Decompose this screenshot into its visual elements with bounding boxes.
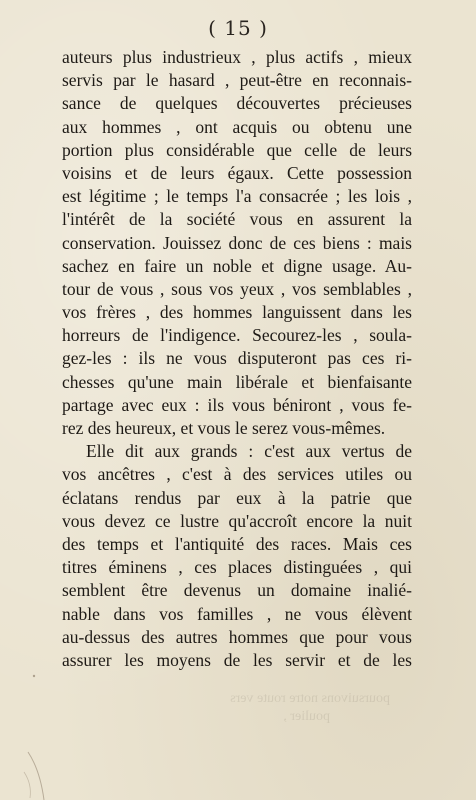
text-line: tour de vous , sous vos yeux , vos semblables , [62, 278, 412, 299]
text-line: gez-les : ils ne vous disputeront pas ces ri- [62, 348, 412, 369]
text-line: sachez en faire un noble et digne usage. Au- [62, 255, 412, 276]
paragraph-end-line: rez des heureux, et vous le serez vous-mêmes. [62, 418, 386, 438]
show-through-line: poulier , [283, 709, 330, 724]
text-line: auteurs plus industrieux , plus actifs , mieux [62, 47, 412, 67]
text-line: vos frères , des hommes languissent dans les [62, 302, 412, 323]
text-line: vos ancêtres , c'est à des services utiles ou [62, 464, 412, 485]
text-line: au-dessus des autres hommes que pour vous [62, 626, 412, 647]
text-line: nable dans vos familles , ne vous élèvent [62, 603, 412, 624]
text-line: éclatans rendus par eux à la patrie que [62, 487, 412, 508]
text-line: servis par le hasard , peut-être en reconnais- [62, 70, 412, 91]
show-through-line: poursuivons notre route vers [230, 691, 390, 706]
text-line: portion plus considérable que celle de leurs [62, 139, 412, 160]
page-number: ( 15 ) [208, 16, 268, 40]
text-line: horreurs de l'indigence. Secourez-les , soula- [62, 325, 412, 346]
text-line: aux hommes , ont acquis ou obtenu une [62, 116, 412, 137]
text-line: est légitime ; le temps l'a consacrée ; les lois , [62, 186, 412, 207]
text-line: sance de quelques découvertes précieuses [62, 93, 412, 114]
paragraph-start-line: Elle dit aux grands : c'est aux vertus de [86, 441, 412, 462]
text-line: l'intérêt de la société vous en assurent la [62, 209, 412, 230]
text-line: partage avec eux : ils vous béniront , vous fe- [62, 394, 412, 415]
text-line: vous devez ce lustre qu'accroît encore la nuit [62, 510, 412, 531]
text-line: assurer les moyens de les servir et de les [62, 649, 412, 670]
show-through-text [130, 690, 390, 726]
text-line: voisins et de leurs égaux. Cette possession [62, 162, 412, 183]
text-line: semblent être devenus un domaine inalié- [62, 580, 412, 601]
text-line: conservation. Jouissez donc de ces biens : mais [62, 232, 412, 253]
text-line: titres éminens , ces places distinguées , qui [62, 557, 412, 578]
text-line: des temps et l'antiquité des races. Mais ces [62, 533, 412, 554]
text-line: chesses qu'une main libérale et bienfaisante [62, 371, 412, 392]
body-text [62, 46, 412, 672]
